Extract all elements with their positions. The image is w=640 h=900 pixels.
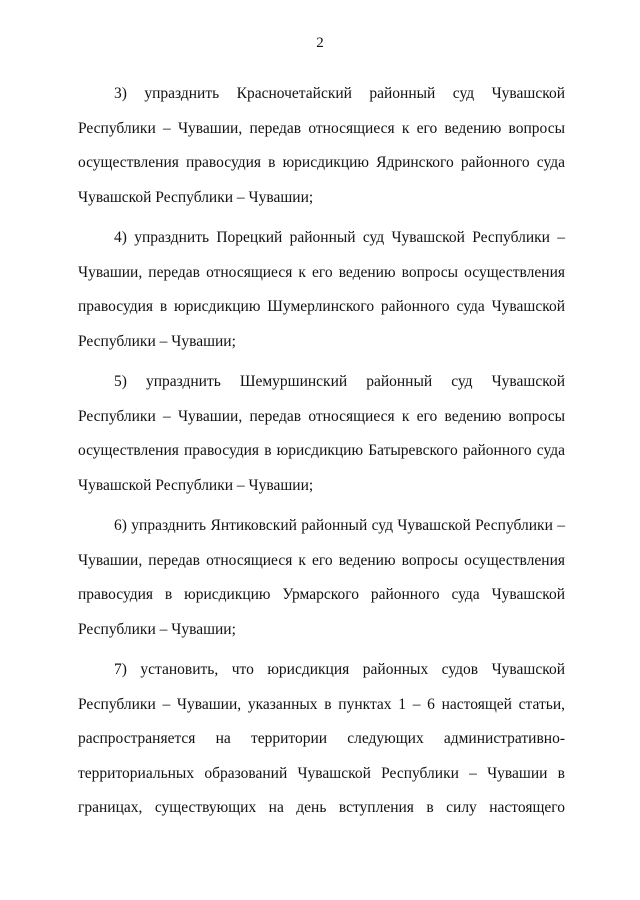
text-line: распространяется на территории следующих административно-: [78, 730, 565, 747]
text-line: границах, существующих на день вступления в силу настоящего: [78, 799, 565, 816]
text-line: осуществления правосудия в юрисдикцию Ядринского районного суда: [78, 154, 565, 171]
text-line: территориальных образований Чувашской Республики – Чувашии в: [78, 764, 565, 782]
text-line: 4) упразднить Порецкий районный суд Чувашской Республики –: [114, 229, 565, 246]
text-line: Чувашской Республики – Чувашии;: [78, 188, 314, 206]
text-line: правосудия в юрисдикцию Шумерлинского районного суда Чувашской: [78, 298, 565, 315]
text-line: Республики – Чувашии;: [78, 620, 236, 638]
text-line: 5) упразднить Шемуршинский районный суд Чувашской: [114, 373, 565, 390]
page-number: 2: [316, 35, 324, 51]
text-line: осуществления правосудия в юрисдикцию Батыревского районного суда: [78, 442, 565, 459]
text-line: Чувашии, передав относящиеся к его ведению вопросы осуществления: [78, 551, 565, 569]
text-line: правосудия в юрисдикцию Урмарского районного суда Чувашской: [78, 586, 565, 603]
document-body: [78, 84, 565, 839]
paragraph-item-4: [78, 228, 565, 352]
text-line: 7) установить, что юрисдикция районных судов Чувашской: [114, 661, 565, 678]
text-line: Республики – Чувашии;: [78, 332, 236, 350]
paragraph-item-6: [78, 516, 565, 640]
text-line: 6) упразднить Янтиковский районный суд Чувашской Республики –: [114, 517, 565, 534]
text-line: Республики – Чувашии, указанных в пунктах 1 – 6 настоящей статьи,: [78, 695, 565, 713]
paragraph-item-7: [78, 660, 565, 818]
text-line: Чувашской Республики – Чувашии;: [78, 476, 314, 494]
text-line: 3) упразднить Красночетайский районный суд Чувашской: [114, 85, 565, 102]
text-line: Республики – Чувашии, передав относящиеся к его ведению вопросы: [78, 119, 565, 137]
paragraph-item-3: [78, 84, 565, 208]
text-line: Чувашии, передав относящиеся к его ведению вопросы осуществления: [78, 263, 565, 281]
text-line: Республики – Чувашии, передав относящиеся к его ведению вопросы: [78, 407, 565, 425]
paragraph-item-5: [78, 372, 565, 496]
